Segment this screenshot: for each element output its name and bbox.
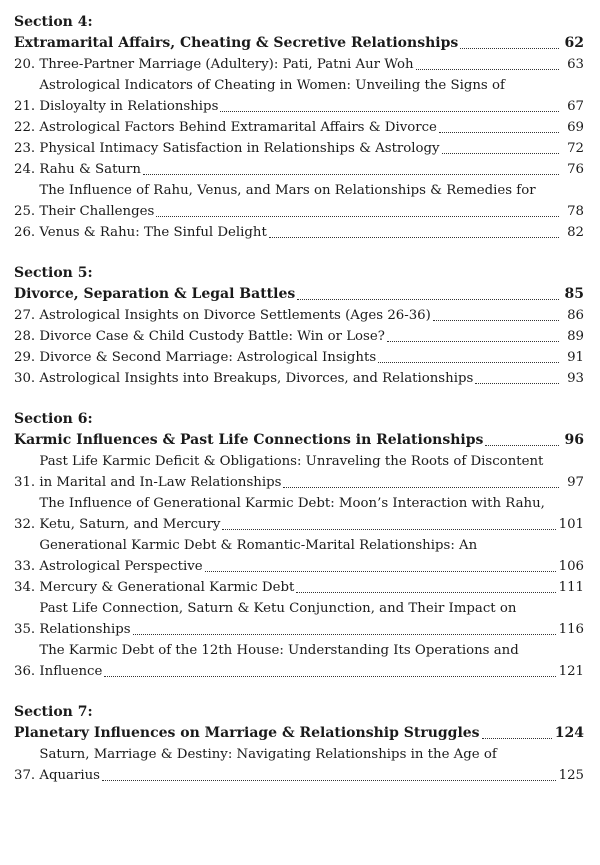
entry-number: 35. bbox=[14, 622, 40, 637]
page-number: 96 bbox=[564, 432, 584, 448]
page-number: 124 bbox=[554, 725, 584, 741]
section-heading: Section 4: bbox=[14, 14, 93, 30]
toc-entry[interactable] bbox=[14, 305, 584, 326]
entry-number: 28. bbox=[14, 329, 40, 344]
toc-entry[interactable] bbox=[14, 75, 584, 117]
dot-leader bbox=[475, 383, 559, 384]
entry-number: 30. bbox=[14, 371, 40, 386]
toc-section bbox=[14, 702, 584, 786]
entry-number: 27. bbox=[14, 308, 40, 323]
section-heading: Section 7: bbox=[14, 704, 93, 720]
entry-title-line: Astrological Insights on Divorce Settlements (Ages 26-36) bbox=[39, 308, 431, 323]
entry-text bbox=[39, 222, 584, 243]
page-number: 67 bbox=[567, 99, 584, 114]
entry-text bbox=[39, 744, 584, 786]
section-title-entry[interactable] bbox=[14, 33, 584, 54]
page-number: 85 bbox=[564, 286, 584, 302]
entry-title-line: Aquarius bbox=[39, 768, 100, 783]
entry-text bbox=[39, 640, 584, 682]
page-number: 125 bbox=[558, 768, 584, 783]
entry-title-line: The Influence of Rahu, Venus, and Mars on Relationships & Remedies for bbox=[39, 183, 536, 198]
entry-text bbox=[39, 305, 584, 326]
entry-title-line: The Karmic Debt of the 12th House: Understanding Its Operations and bbox=[39, 643, 519, 658]
entry-number: 21. bbox=[14, 99, 40, 114]
entry-title-line: Physical Intimacy Satisfaction in Relationships & Astrology bbox=[39, 141, 440, 156]
toc-entry[interactable] bbox=[14, 577, 584, 598]
entry-number: 37. bbox=[14, 768, 40, 783]
entry-title-line: Venus & Rahu: The Sinful Delight bbox=[39, 225, 267, 240]
page-number: 63 bbox=[567, 57, 584, 72]
toc-entry[interactable] bbox=[14, 138, 584, 159]
dot-leader bbox=[387, 341, 559, 342]
dot-leader bbox=[416, 69, 559, 70]
dot-leader bbox=[460, 48, 559, 49]
section-title-entry[interactable] bbox=[14, 430, 584, 451]
toc-entry[interactable] bbox=[14, 744, 584, 786]
entry-number: 29. bbox=[14, 350, 40, 365]
entry-title-line: in Marital and In-Law Relationships bbox=[39, 475, 282, 490]
entry-title-line: Three-Partner Marriage (Adultery): Pati, Patni Aur Woh bbox=[39, 57, 414, 72]
section-title: Divorce, Separation & Legal Battles bbox=[14, 286, 296, 302]
toc-entry[interactable] bbox=[14, 159, 584, 180]
page-number: 111 bbox=[558, 580, 584, 595]
entry-line bbox=[39, 75, 584, 96]
entry-text bbox=[39, 75, 584, 117]
table-of-contents bbox=[14, 12, 584, 806]
entry-line bbox=[39, 577, 584, 598]
toc-entry[interactable] bbox=[14, 598, 584, 640]
dot-leader bbox=[220, 111, 559, 112]
toc-entry[interactable] bbox=[14, 180, 584, 222]
toc-section bbox=[14, 12, 584, 243]
page-number: 91 bbox=[567, 350, 584, 365]
entry-number: 24. bbox=[14, 162, 40, 177]
entry-number: 26. bbox=[14, 225, 40, 240]
entry-text bbox=[39, 577, 584, 598]
entry-line bbox=[39, 368, 584, 389]
dot-leader bbox=[482, 738, 552, 739]
entry-number: 20. bbox=[14, 57, 40, 72]
entry-title-line: Mercury & Generational Karmic Debt bbox=[39, 580, 295, 595]
toc-entry[interactable] bbox=[14, 347, 584, 368]
entry-text bbox=[39, 117, 584, 138]
dot-leader bbox=[269, 237, 559, 238]
toc-section bbox=[14, 409, 584, 682]
page-number: 89 bbox=[567, 329, 584, 344]
toc-entry[interactable] bbox=[14, 368, 584, 389]
entry-line bbox=[39, 556, 584, 577]
section-title: Planetary Influences on Marriage & Relationship Struggles bbox=[14, 725, 480, 741]
entry-line bbox=[39, 201, 584, 222]
entry-number: 34. bbox=[14, 580, 40, 595]
entry-text bbox=[39, 451, 584, 493]
dot-leader bbox=[102, 780, 556, 781]
dot-leader bbox=[222, 529, 555, 530]
entry-title-line: Disloyalty in Relationships bbox=[39, 99, 219, 114]
dot-leader bbox=[104, 676, 555, 677]
page-number: 78 bbox=[567, 204, 584, 219]
page-number: 97 bbox=[567, 475, 584, 490]
dot-leader bbox=[485, 445, 559, 446]
page-number: 86 bbox=[567, 308, 584, 323]
entry-line bbox=[39, 159, 584, 180]
dot-leader bbox=[205, 571, 556, 572]
entry-title-line: Astrological Perspective bbox=[39, 559, 203, 574]
toc-entry[interactable] bbox=[14, 54, 584, 75]
entry-text bbox=[39, 535, 584, 577]
page-number: 62 bbox=[564, 35, 584, 51]
entry-text bbox=[39, 180, 584, 222]
section-title: Extramarital Affairs, Cheating & Secretive Relationships bbox=[14, 35, 459, 51]
entry-text bbox=[39, 159, 584, 180]
entry-number: 22. bbox=[14, 120, 40, 135]
entry-title-line: Divorce & Second Marriage: Astrological Insights bbox=[39, 350, 377, 365]
entry-title-line: Rahu & Saturn bbox=[39, 162, 141, 177]
dot-leader bbox=[283, 487, 559, 488]
entry-number: 32. bbox=[14, 517, 40, 532]
entry-text bbox=[39, 138, 584, 159]
entry-number: 31. bbox=[14, 475, 40, 490]
page-number: 116 bbox=[558, 622, 584, 637]
page-number: 82 bbox=[567, 225, 584, 240]
entry-title-line: Ketu, Saturn, and Mercury bbox=[39, 517, 221, 532]
entry-text bbox=[39, 326, 584, 347]
dot-leader bbox=[133, 634, 556, 635]
entry-title-line: Past Life Connection, Saturn & Ketu Conjunction, and Their Impact on bbox=[39, 601, 517, 616]
toc-entry[interactable] bbox=[14, 535, 584, 577]
entry-line bbox=[39, 117, 584, 138]
entry-line bbox=[39, 598, 584, 619]
entry-line bbox=[39, 765, 584, 786]
section-title-entry[interactable] bbox=[14, 284, 584, 305]
page-number: 72 bbox=[567, 141, 584, 156]
entry-number: 23. bbox=[14, 141, 40, 156]
toc-entry[interactable] bbox=[14, 493, 584, 535]
entry-title-line: Their Challenges bbox=[39, 204, 155, 219]
entry-line bbox=[39, 451, 584, 472]
entry-line bbox=[39, 514, 584, 535]
entry-line bbox=[39, 222, 584, 243]
entry-title-line: Relationships bbox=[39, 622, 131, 637]
page-number: 106 bbox=[558, 559, 584, 574]
entry-number: 33. bbox=[14, 559, 40, 574]
entry-text bbox=[39, 347, 584, 368]
entry-text bbox=[39, 368, 584, 389]
entry-line bbox=[39, 619, 584, 640]
entry-line bbox=[39, 347, 584, 368]
dot-leader bbox=[433, 320, 559, 321]
page-number: 101 bbox=[558, 517, 584, 532]
page-number: 93 bbox=[567, 371, 584, 386]
entry-title-line: Generational Karmic Debt & Romantic-Marital Relationships: An bbox=[39, 538, 478, 553]
entry-line bbox=[39, 535, 584, 556]
dot-leader bbox=[296, 592, 555, 593]
page-number: 76 bbox=[567, 162, 584, 177]
section-title: Karmic Influences & Past Life Connections in Relationships bbox=[14, 432, 484, 448]
section-heading: Section 6: bbox=[14, 411, 93, 427]
entry-title-line: Astrological Factors Behind Extramarital Affairs & Divorce bbox=[39, 120, 437, 135]
entry-number: 36. bbox=[14, 664, 40, 679]
entry-line bbox=[39, 744, 584, 765]
entry-line bbox=[39, 661, 584, 682]
entry-number: 25. bbox=[14, 204, 40, 219]
entry-line bbox=[39, 640, 584, 661]
entry-line bbox=[39, 138, 584, 159]
entry-title-line: Influence bbox=[39, 664, 103, 679]
toc-entry[interactable] bbox=[14, 222, 584, 243]
entry-title-line: Saturn, Marriage & Destiny: Navigating Relationships in the Age of bbox=[39, 747, 497, 762]
entry-line bbox=[39, 180, 584, 201]
entry-line bbox=[39, 305, 584, 326]
section-heading: Section 5: bbox=[14, 265, 93, 281]
entry-text bbox=[39, 54, 584, 75]
toc-entry[interactable] bbox=[14, 451, 584, 493]
entry-text bbox=[39, 493, 584, 535]
entry-title-line: The Influence of Generational Karmic Debt: Moon’s Interaction with Rahu, bbox=[39, 496, 545, 511]
entry-title-line: Astrological Indicators of Cheating in Women: Unveiling the Signs of bbox=[39, 78, 505, 93]
toc-section bbox=[14, 263, 584, 389]
dot-leader bbox=[156, 216, 559, 217]
toc-entry[interactable] bbox=[14, 326, 584, 347]
page-number: 121 bbox=[558, 664, 584, 679]
toc-entry[interactable] bbox=[14, 640, 584, 682]
entry-line bbox=[39, 96, 584, 117]
toc-entry[interactable] bbox=[14, 117, 584, 138]
entry-line bbox=[39, 493, 584, 514]
entry-title-line: Divorce Case & Child Custody Battle: Win or Lose? bbox=[39, 329, 385, 344]
page-number: 69 bbox=[567, 120, 584, 135]
dot-leader bbox=[297, 299, 559, 300]
dot-leader bbox=[442, 153, 559, 154]
entry-line bbox=[39, 54, 584, 75]
entry-title-line: Astrological Insights into Breakups, Divorces, and Relationships bbox=[39, 371, 474, 386]
dot-leader bbox=[143, 174, 559, 175]
dot-leader bbox=[439, 132, 559, 133]
entry-text bbox=[39, 598, 584, 640]
section-title-entry[interactable] bbox=[14, 723, 584, 744]
entry-title-line: Past Life Karmic Deficit & Obligations: Unraveling the Roots of Discontent bbox=[39, 454, 544, 469]
dot-leader bbox=[378, 362, 559, 363]
entry-line bbox=[39, 472, 584, 493]
entry-line bbox=[39, 326, 584, 347]
